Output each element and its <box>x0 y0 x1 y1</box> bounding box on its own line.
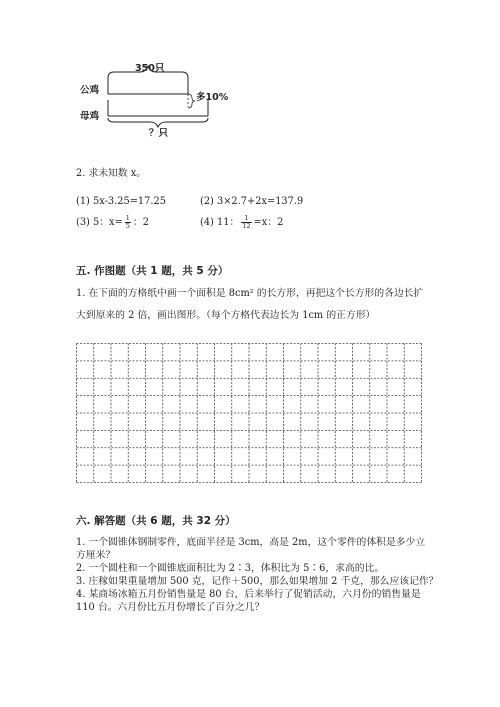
segment-diagram-lines <box>0 0 500 150</box>
q2-eq3-suffix: ：2 <box>132 217 149 228</box>
q2-eq3-prefix: (3) 5：x= <box>76 217 123 228</box>
section5-line1: 1. 在下面的方格纸中画一个面积是 8cm² 的长方形，再把这个长方形的各边长扩 <box>76 288 424 299</box>
q2-eq4 <box>200 215 283 230</box>
q2-eq4-suffix: =x：2 <box>253 217 284 228</box>
q2-eq3-numerator: 1 <box>125 214 130 222</box>
graph-paper-svg <box>76 343 422 483</box>
bottom-label: ？只 <box>149 128 169 139</box>
q2-eq1: (1) 5x-3.25=17.25 <box>76 196 166 207</box>
section5-heading: 五. 作图题（共 1 题，共 5 分） <box>76 265 229 277</box>
section6-line-4: 3. 庄稼如果重量增加 500 克，记作＋500，那么如果增加 2 千克，那么应该记作？ <box>76 576 439 587</box>
section6-line-1: 1. 一个圆锥体钢制零件，底面半径是 3cm，高是 2m，这个零件的体积是多少立 <box>76 537 426 548</box>
q2-eq3-fraction <box>125 215 131 230</box>
top-label: 350只 <box>135 63 165 74</box>
q2-eq3 <box>76 215 149 230</box>
section6-line-6: 110 台。六月份比五月份增长了百分之几？ <box>76 602 265 613</box>
q2-eq4-denominator: 12 <box>242 222 251 230</box>
q2-eq4-prefix: (4) 11： <box>200 217 240 228</box>
more-label: 多10% <box>196 92 229 103</box>
q2-eq4-numerator: 1 <box>241 215 251 223</box>
section5-line2: 大到原来的 2 倍，画出图形。（每个方格代表边长为 1cm 的正方形） <box>76 310 376 321</box>
section6-line-3: 2. 一个圆柱和一个圆锥底面积比为 2∶3，体积比为 5∶6，求高的比。 <box>76 563 385 574</box>
rooster-label: 公鸡 <box>80 85 100 96</box>
more-brace <box>188 94 195 108</box>
q2-eq4-fraction <box>241 215 251 230</box>
graph-paper-grid[interactable] <box>76 343 422 483</box>
q2-eq3-denominator: 5 <box>125 222 130 230</box>
hen-label: 母鸡 <box>80 111 100 122</box>
section6-heading: 六. 解答题（共 6 题，共 32 分） <box>76 515 236 527</box>
section6-line-5: 4. 某商场冰箱五月份销售量是 80 台，后来举行了促销活动，六月份的销售量是 <box>76 589 421 600</box>
q2-eq2: (2) 3×2.7+2x=137.9 <box>200 196 304 207</box>
section6-line-2: 方厘米？ <box>76 550 116 561</box>
q2-title: 2. 求未知数 x。 <box>76 168 147 179</box>
